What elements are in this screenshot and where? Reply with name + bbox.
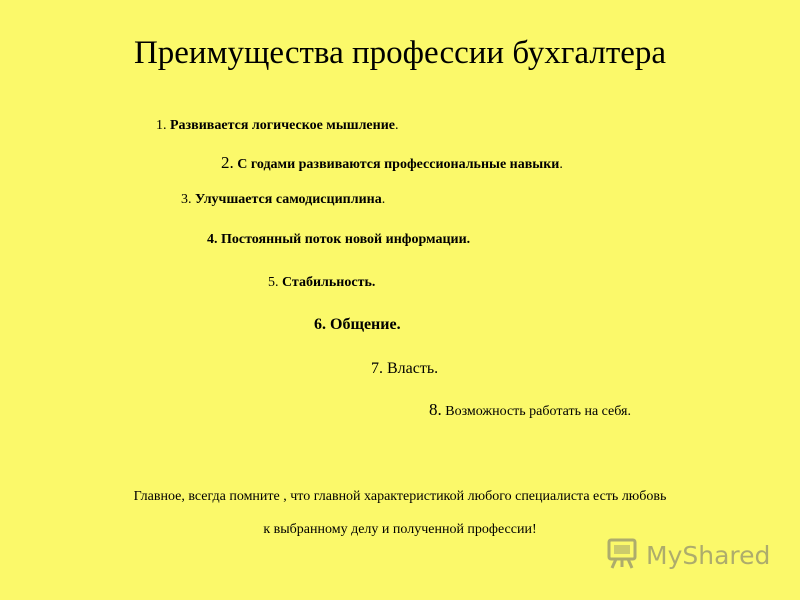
item-end: . <box>559 157 563 172</box>
item-text: Развивается логическое мышление <box>170 118 395 133</box>
item-number: 7. <box>371 360 383 377</box>
item-text: Улучшается самодисциплина <box>195 192 382 207</box>
advantage-item-1 <box>156 116 398 136</box>
advantage-item-6 <box>314 315 401 335</box>
presentation-board-icon <box>606 536 640 575</box>
item-text: 4. Постоянный поток новой информации. <box>207 232 471 247</box>
advantage-item-8 <box>429 400 631 422</box>
footer-note-line-1: Главное, всегда помните , что главной характеристикой любого специалиста есть любовь <box>133 489 667 504</box>
advantage-item-3 <box>181 190 385 210</box>
item-end: . <box>394 118 399 133</box>
item-number: 1. <box>156 118 167 133</box>
item-number: 2. <box>221 153 234 172</box>
item-text: 6. Общение. <box>314 316 401 333</box>
item-number: 5. <box>268 275 279 290</box>
myshared-watermark <box>606 535 770 575</box>
item-text: Власть. <box>387 360 439 377</box>
slide-title: Преимущества профессии бухгалтера <box>133 35 667 71</box>
advantage-item-5 <box>268 273 375 293</box>
watermark-text: MyShared <box>646 540 771 570</box>
advantage-item-7 <box>371 359 438 379</box>
item-number: 8. <box>429 400 442 419</box>
item-number: 3. <box>181 192 192 207</box>
item-text: Стабильность. <box>282 275 376 290</box>
advantage-item-2 <box>221 153 563 175</box>
item-text: С годами развиваются профессиональные навыки <box>237 157 560 172</box>
item-end: . <box>381 192 386 207</box>
footer-note-line-2: к выбранному делу и полученной профессии! <box>263 522 537 537</box>
advantage-item-4 <box>207 230 470 250</box>
item-text: Возможность работать на себя. <box>445 404 631 419</box>
